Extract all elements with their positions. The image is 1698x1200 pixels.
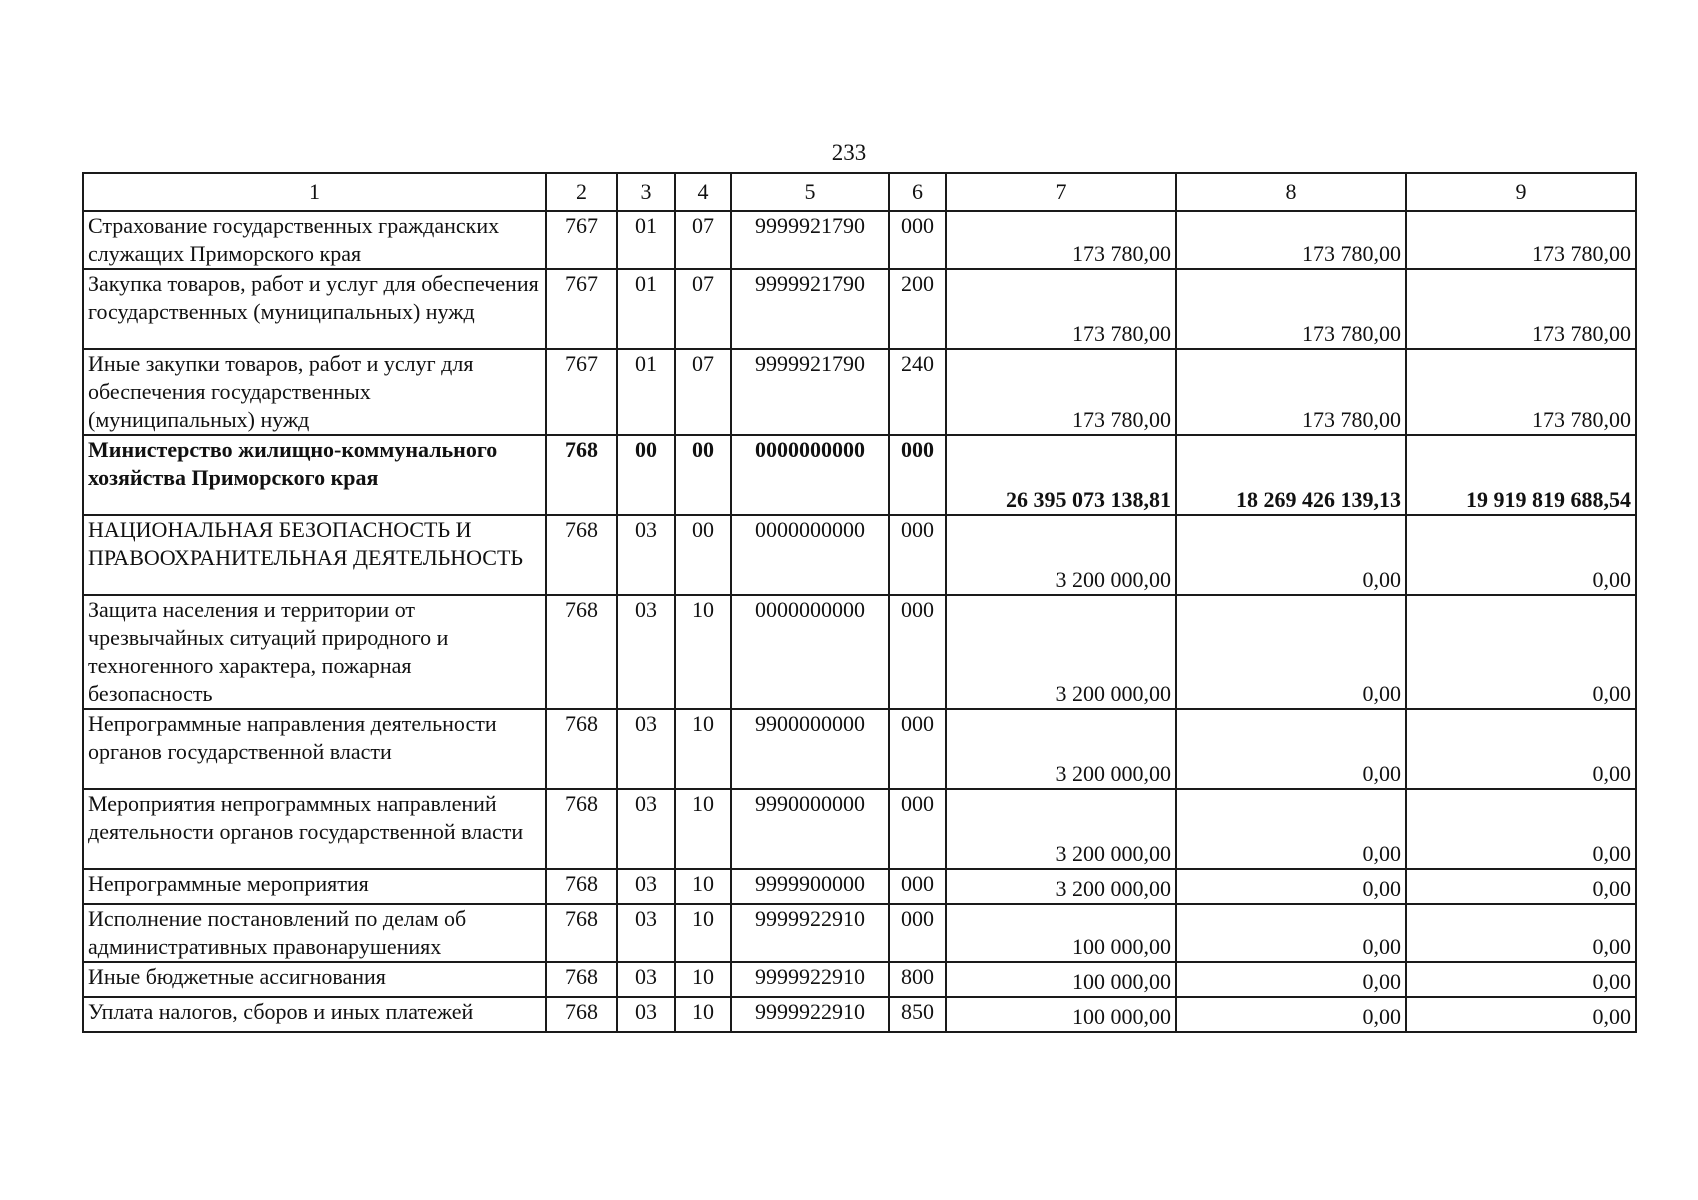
row-code-cell: 768 — [546, 709, 617, 789]
row-amount-cell: 3 200 000,00 — [946, 869, 1176, 904]
table-row — [83, 595, 1636, 709]
table-row — [83, 211, 1636, 269]
row-amount-cell: 0,00 — [1406, 595, 1636, 709]
row-name-cell: Министерство жилищно-коммунального хозяйства Приморского края — [83, 435, 546, 515]
row-code-cell: 240 — [889, 349, 946, 435]
header-cell: 3 — [617, 173, 675, 211]
row-name-cell: Мероприятия непрограммных направлений деятельности органов государственной власти — [83, 789, 546, 869]
row-name-cell: Непрограммные мероприятия — [83, 869, 546, 904]
row-code-cell: 0000000000 — [731, 595, 889, 709]
table-row — [83, 349, 1636, 435]
row-code-cell: 9990000000 — [731, 789, 889, 869]
row-code-cell: 000 — [889, 435, 946, 515]
header-cell: 5 — [731, 173, 889, 211]
row-amount-cell: 0,00 — [1176, 962, 1406, 997]
row-amount-cell: 3 200 000,00 — [946, 709, 1176, 789]
row-code-cell: 768 — [546, 789, 617, 869]
row-code-cell: 000 — [889, 515, 946, 595]
row-name-cell: Страхование государственных гражданских служащих Приморского края — [83, 211, 546, 269]
row-amount-cell: 0,00 — [1176, 904, 1406, 962]
row-amount-cell: 173 780,00 — [1176, 349, 1406, 435]
row-name-cell: Закупка товаров, работ и услуг для обеспечения государственных (муниципальных) нужд — [83, 269, 546, 349]
row-amount-cell: 0,00 — [1406, 962, 1636, 997]
row-amount-cell: 0,00 — [1176, 789, 1406, 869]
row-code-cell: 9999922910 — [731, 962, 889, 997]
row-code-cell: 768 — [546, 515, 617, 595]
row-code-cell: 03 — [617, 869, 675, 904]
page-number: 233 — [831, 140, 867, 165]
row-code-cell: 0000000000 — [731, 435, 889, 515]
header-cell: 7 — [946, 173, 1176, 211]
row-amount-cell: 0,00 — [1176, 515, 1406, 595]
row-amount-cell: 0,00 — [1406, 709, 1636, 789]
row-code-cell: 9999921790 — [731, 269, 889, 349]
row-amount-cell: 173 780,00 — [946, 269, 1176, 349]
row-code-cell: 000 — [889, 709, 946, 789]
row-amount-cell: 173 780,00 — [1406, 349, 1636, 435]
row-code-cell: 01 — [617, 349, 675, 435]
row-amount-cell: 3 200 000,00 — [946, 595, 1176, 709]
row-amount-cell: 3 200 000,00 — [946, 789, 1176, 869]
budget-table — [82, 172, 1637, 1033]
row-amount-cell: 26 395 073 138,81 — [946, 435, 1176, 515]
row-code-cell: 10 — [675, 962, 731, 997]
row-code-cell: 01 — [617, 211, 675, 269]
row-amount-cell: 0,00 — [1406, 904, 1636, 962]
row-code-cell: 10 — [675, 869, 731, 904]
row-code-cell: 03 — [617, 904, 675, 962]
row-amount-cell: 0,00 — [1406, 997, 1636, 1032]
row-code-cell: 850 — [889, 997, 946, 1032]
row-code-cell: 0000000000 — [731, 515, 889, 595]
row-amount-cell: 19 919 819 688,54 — [1406, 435, 1636, 515]
row-name-cell: Иные бюджетные ассигнования — [83, 962, 546, 997]
row-name-cell: Исполнение постановлений по делам об административных правонарушениях — [83, 904, 546, 962]
row-code-cell: 767 — [546, 211, 617, 269]
row-amount-cell: 0,00 — [1176, 869, 1406, 904]
row-code-cell: 10 — [675, 997, 731, 1032]
row-code-cell: 767 — [546, 269, 617, 349]
row-code-cell: 03 — [617, 997, 675, 1032]
row-code-cell: 000 — [889, 211, 946, 269]
row-code-cell: 9999921790 — [731, 211, 889, 269]
row-code-cell: 000 — [889, 904, 946, 962]
row-code-cell: 01 — [617, 269, 675, 349]
row-code-cell: 07 — [675, 269, 731, 349]
table-row — [83, 709, 1636, 789]
row-code-cell: 00 — [617, 435, 675, 515]
row-amount-cell: 18 269 426 139,13 — [1176, 435, 1406, 515]
row-amount-cell: 0,00 — [1406, 515, 1636, 595]
row-code-cell: 07 — [675, 349, 731, 435]
row-amount-cell: 3 200 000,00 — [946, 515, 1176, 595]
row-code-cell: 07 — [675, 211, 731, 269]
row-code-cell: 768 — [546, 962, 617, 997]
row-amount-cell: 173 780,00 — [1176, 211, 1406, 269]
row-amount-cell: 0,00 — [1406, 869, 1636, 904]
row-amount-cell: 173 780,00 — [946, 349, 1176, 435]
row-amount-cell: 173 780,00 — [946, 211, 1176, 269]
header-cell: 2 — [546, 173, 617, 211]
row-code-cell: 9999922910 — [731, 997, 889, 1032]
row-amount-cell: 0,00 — [1176, 595, 1406, 709]
row-code-cell: 03 — [617, 709, 675, 789]
row-code-cell: 00 — [675, 515, 731, 595]
header-cell: 4 — [675, 173, 731, 211]
row-code-cell: 10 — [675, 595, 731, 709]
row-code-cell: 768 — [546, 435, 617, 515]
table-row — [83, 962, 1636, 997]
row-code-cell: 9999922910 — [731, 904, 889, 962]
header-cell: 9 — [1406, 173, 1636, 211]
row-code-cell: 800 — [889, 962, 946, 997]
row-code-cell: 03 — [617, 789, 675, 869]
row-name-cell: НАЦИОНАЛЬНАЯ БЕЗОПАСНОСТЬ И ПРАВООХРАНИТЕЛЬНАЯ ДЕЯТЕЛЬНОСТЬ — [83, 515, 546, 595]
row-amount-cell: 100 000,00 — [946, 904, 1176, 962]
row-amount-cell: 0,00 — [1176, 709, 1406, 789]
table-row — [83, 904, 1636, 962]
table-row — [83, 869, 1636, 904]
row-code-cell: 9999900000 — [731, 869, 889, 904]
row-amount-cell: 0,00 — [1406, 789, 1636, 869]
row-amount-cell: 173 780,00 — [1406, 269, 1636, 349]
header-cell: 6 — [889, 173, 946, 211]
row-amount-cell: 100 000,00 — [946, 997, 1176, 1032]
row-code-cell: 10 — [675, 709, 731, 789]
row-name-cell: Защита населения и территории от чрезвычайных ситуаций природного и техногенного характера, пожарная безопасность — [83, 595, 546, 709]
row-amount-cell: 173 780,00 — [1176, 269, 1406, 349]
row-code-cell: 03 — [617, 962, 675, 997]
header-row — [83, 173, 1636, 211]
row-code-cell: 000 — [889, 595, 946, 709]
row-code-cell: 768 — [546, 595, 617, 709]
row-name-cell: Уплата налогов, сборов и иных платежей — [83, 997, 546, 1032]
row-code-cell: 000 — [889, 789, 946, 869]
row-code-cell: 03 — [617, 595, 675, 709]
header-cell: 1 — [83, 173, 546, 211]
row-name-cell: Иные закупки товаров, работ и услуг для обеспечения государственных (муниципальных) нужд — [83, 349, 546, 435]
table-row — [83, 997, 1636, 1032]
table-row — [83, 269, 1636, 349]
row-code-cell: 00 — [675, 435, 731, 515]
row-code-cell: 200 — [889, 269, 946, 349]
row-code-cell: 03 — [617, 515, 675, 595]
row-code-cell: 768 — [546, 869, 617, 904]
row-code-cell: 767 — [546, 349, 617, 435]
row-code-cell: 9900000000 — [731, 709, 889, 789]
header-cell: 8 — [1176, 173, 1406, 211]
table-row — [83, 515, 1636, 595]
row-code-cell: 9999921790 — [731, 349, 889, 435]
table-row — [83, 435, 1636, 515]
row-code-cell: 768 — [546, 904, 617, 962]
row-amount-cell: 173 780,00 — [1406, 211, 1636, 269]
table-row — [83, 789, 1636, 869]
row-code-cell: 768 — [546, 997, 617, 1032]
row-name-cell: Непрограммные направления деятельности органов государственной власти — [83, 709, 546, 789]
row-amount-cell: 100 000,00 — [946, 962, 1176, 997]
row-code-cell: 000 — [889, 869, 946, 904]
row-code-cell: 10 — [675, 789, 731, 869]
row-code-cell: 10 — [675, 904, 731, 962]
row-amount-cell: 0,00 — [1176, 997, 1406, 1032]
